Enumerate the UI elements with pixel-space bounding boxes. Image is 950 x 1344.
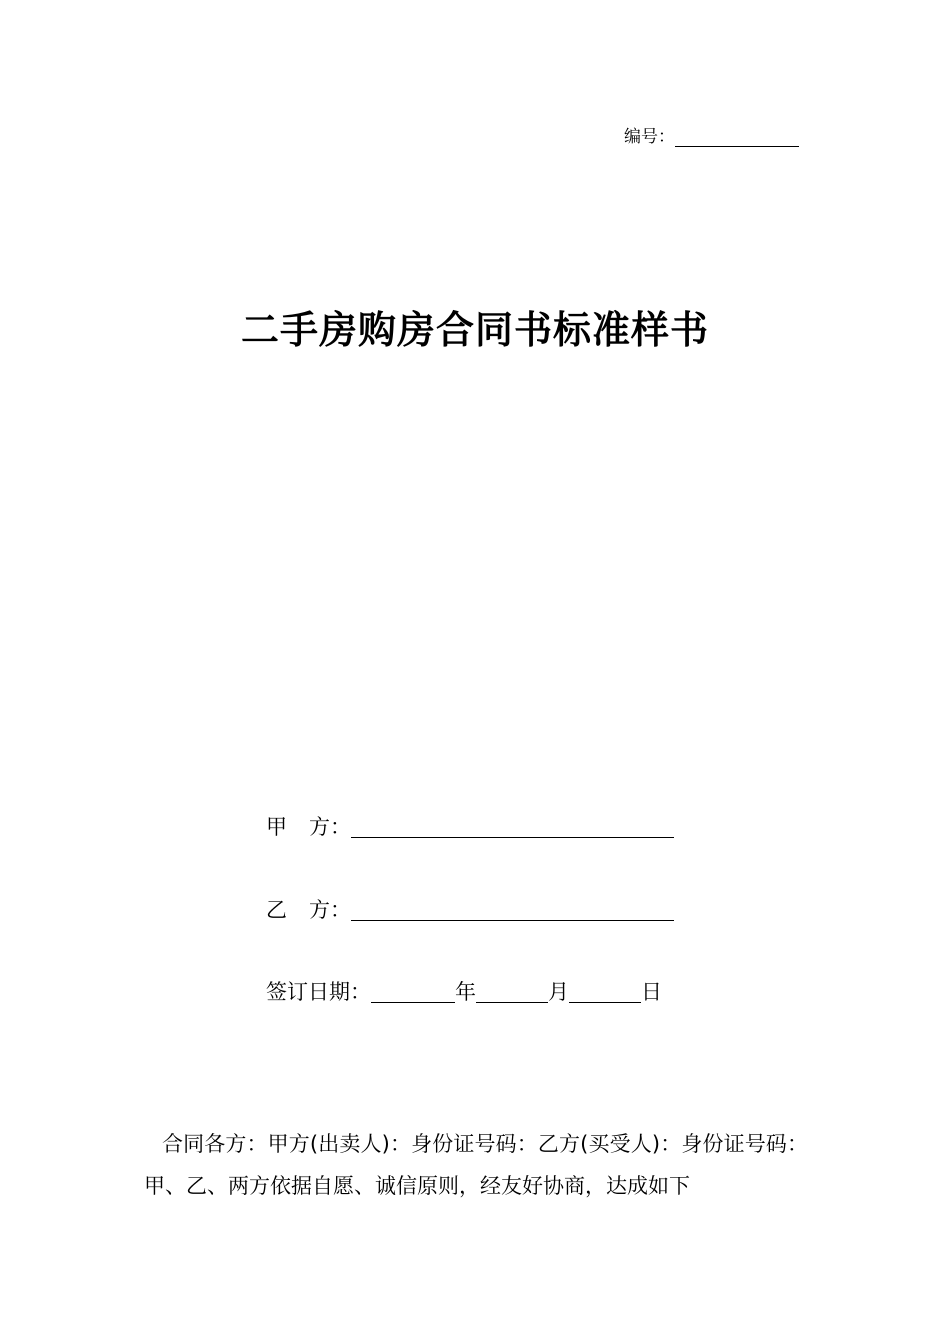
sign-date-label: 签订日期： — [266, 980, 371, 1004]
party-b-label-char2: 方： — [309, 898, 351, 922]
party-b-blank[interactable] — [351, 900, 674, 921]
day-blank[interactable] — [569, 982, 641, 1003]
day-label: 日 — [641, 980, 662, 1004]
party-b-row — [266, 895, 674, 925]
party-a-row — [266, 812, 674, 842]
serial-blank[interactable] — [675, 127, 799, 147]
serial-label: 编号： — [624, 127, 675, 147]
party-a-label-char2: 方： — [309, 815, 351, 839]
month-blank[interactable] — [476, 982, 548, 1003]
sign-date-row — [266, 977, 662, 1007]
document-title: 二手房购房合同书标准样书 — [240, 307, 709, 352]
month-label: 月 — [548, 980, 569, 1004]
party-b-label-char1: 乙 — [266, 898, 287, 922]
serial-number — [624, 124, 799, 150]
intro-paragraph: 合同各方：甲方(出卖人)：身份证号码：乙方(买受人)：身份证号码：甲、乙、两方依据自愿、诚信原则，经友好协商，达成如下 — [144, 1132, 808, 1198]
party-a-label-char1: 甲 — [266, 815, 287, 839]
year-label: 年 — [455, 980, 476, 1004]
party-a-blank[interactable] — [351, 817, 674, 838]
year-blank[interactable] — [371, 982, 455, 1003]
